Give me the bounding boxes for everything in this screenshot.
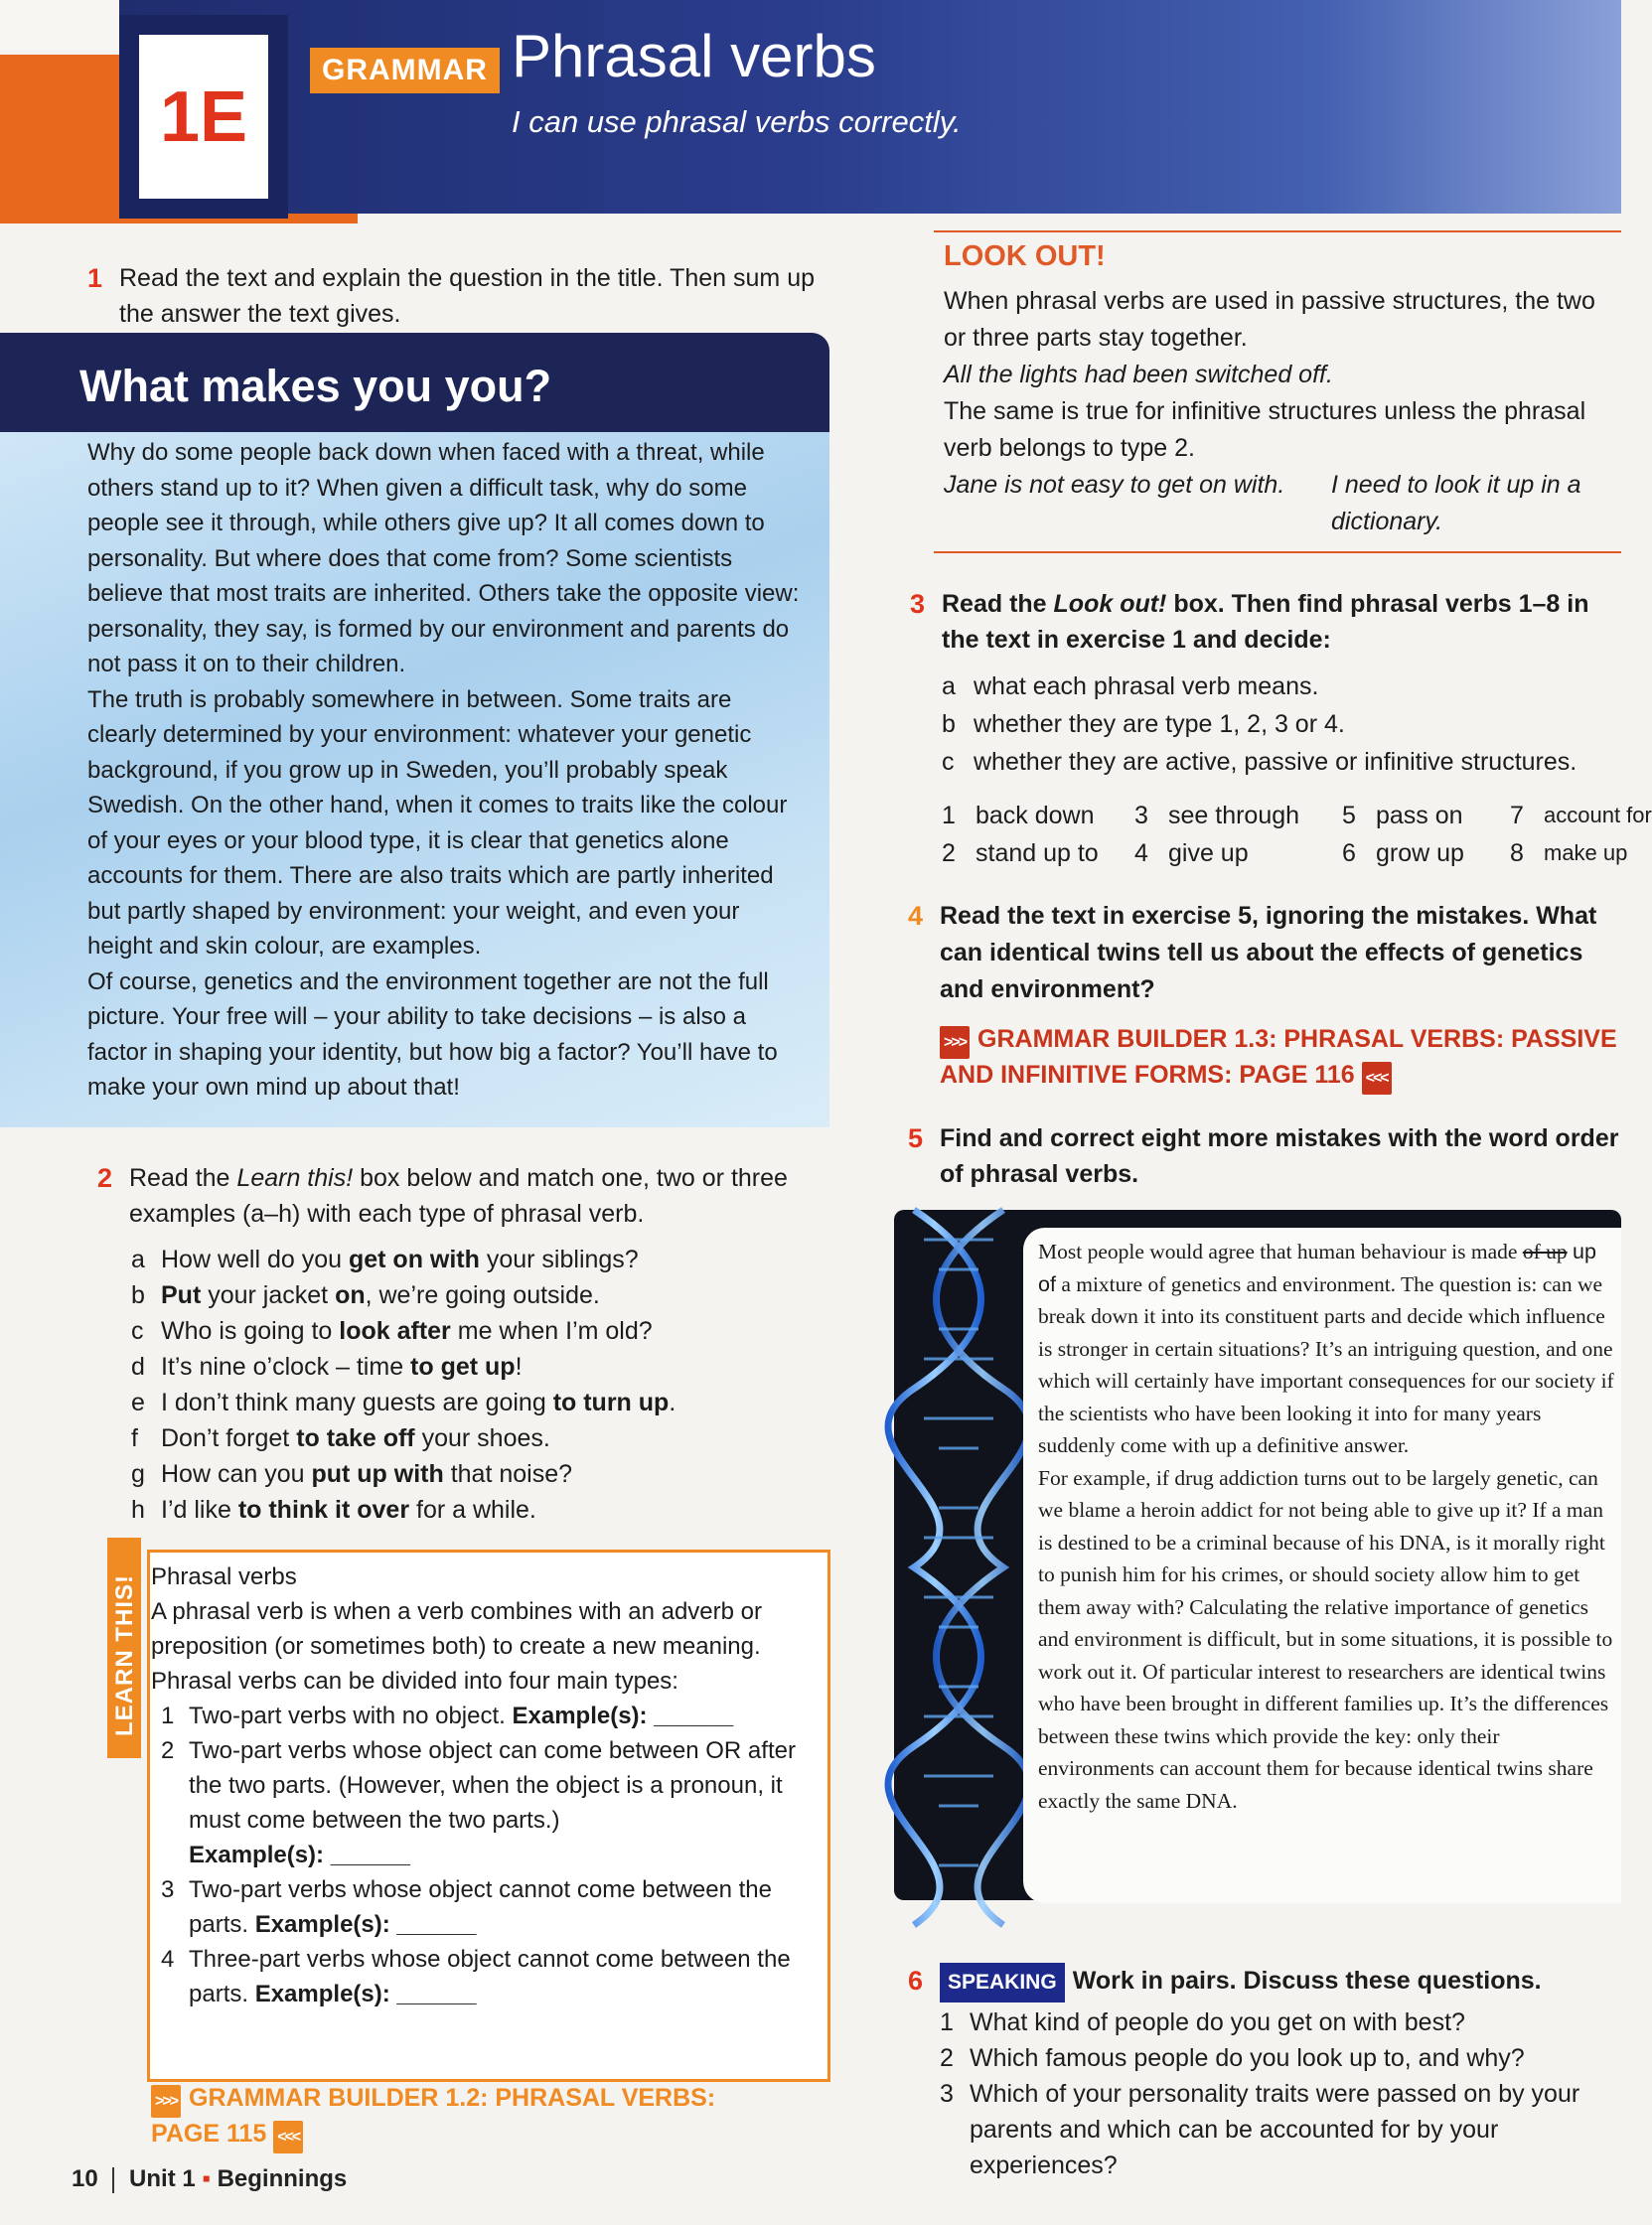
example-item: h I’d like to think it over for a while. (131, 1496, 536, 1524)
example-item: e I don’t think many guests are going to turn up. (131, 1389, 676, 1416)
verb: make up (1544, 840, 1628, 865)
lookout-text: The same is true for infinitive structures unless the phrasal verb belongs to type 2. (944, 397, 1586, 462)
exercise-instruction: Read the text in exercise 5, ignoring the mistakes. What can identical twins tell us about the effects of genetics and environment? (940, 902, 1597, 1003)
grammar-builder-link[interactable] (940, 1023, 1617, 1095)
chevron-right-icon: >>> (940, 1026, 970, 1059)
instruction-text: Read the (129, 1164, 237, 1192)
phrasal-type: 4 Three-part verbs whose object cannot come between the parts. Example(s): ______ (161, 1946, 791, 2007)
exercise-5 (908, 1120, 1621, 1192)
reading-text (87, 435, 803, 1106)
verb: grow up (1376, 839, 1464, 867)
reading-paragraph: The truth is probably somewhere in between. Some traits are clearly determined by your environment: whatever your genetic background, if you grow up in Sweden, you’ll probably speak Swedish. On the other hand, when it comes to traits like the colour of your eyes or your blood type, it is clear that genetics alone accounts for them. There are also traits which are partly inherited but partly shaped by environment: your weight, and even your height and skin colour, are examples. (87, 685, 788, 960)
page-title: Phrasal verbs (512, 23, 876, 89)
link-text: PAGE 115 (151, 2120, 267, 2148)
reading-paragraph: Of course, genetics and the environment together are not the full picture. Your free will – your ability to take decisions – is also a factor in shaping your identity, but how big a factor? You’ll have to make your own mind up about that! (87, 967, 778, 1101)
learn-this-intro: A phrasal verb is when a verb combines with an adverb or preposition (or sometimes both) to create a new meaning. Phrasal verbs can be divided into four main types: (151, 1598, 762, 1695)
exercise-number: 1 (87, 263, 103, 293)
exercise-number: 4 (908, 901, 924, 931)
section-tag: GRAMMAR (310, 48, 500, 93)
verb: stand up to (976, 839, 1099, 867)
exercise-number: 6 (908, 1966, 924, 1996)
question-item: 2 Which famous people do you look up to, and why? (940, 2044, 1525, 2072)
page-footer (72, 2165, 347, 2193)
instruction-text: box below and match one, two or three examples (a–h) with each type of phrasal verb. (129, 1164, 788, 1228)
example-list (131, 1242, 826, 1528)
chevron-right-icon: >>> (151, 2085, 181, 2118)
chevron-left-icon: <<< (1362, 1062, 1392, 1095)
example-item: d It’s nine o’clock – time to get up! (131, 1353, 523, 1381)
learn-this-content (151, 1559, 812, 2011)
example-item: f Don’t forget to take off your shoes. (131, 1424, 550, 1452)
lookout-example: Jane is not easy to get on with. (944, 471, 1285, 499)
learn-this-tab (107, 1538, 141, 1758)
exercise-instruction: Read the text and explain the question in the title. Then sum up the answer the text gives. (119, 264, 815, 328)
bullet-icon: ▪ (202, 2165, 211, 2192)
struck-text: of up (1522, 1240, 1568, 1263)
exercise-instruction (129, 1164, 788, 1228)
example-item: c Who is going to look after me when I’m old? (131, 1317, 653, 1345)
instruction-italic: Learn this! (236, 1164, 354, 1192)
verb: pass on (1376, 802, 1463, 829)
twins-paragraph: For example, if drug addiction turns out to be largely genetic, can we blame a heroin addict for not being able to give up it? If a man is destined to be a criminal because of his DNA, is it morally right to punish him for his crimes, or should society allow him to get them away with? Calculating the relative importance of genetics and environment is difficult, but in some situations, it is possible to work out it. Of particular interest to researchers are identical twins who have been brought in different families up. It’s the differences between these twins which provide the key: only their environments can account them for because identical twins share exactly the same DNA. (1038, 1465, 1613, 1813)
twins-paragraph: Most people would agree that human behaviour is made of up up of a mixture of genetics and environment. The question is: can we break down it into its constituent parts and decide which influence is stronger in certain situations? It’s an intriguing question, and one which will certainly have important consequences for our society if the scientists who have been looking it into for many years suddenly come with up a definitive answer. (1038, 1240, 1614, 1457)
footer-divider (112, 2167, 114, 2193)
lookout-text: When phrasal verbs are used in passive structures, the two or three parts stay together. (944, 287, 1595, 352)
exercise-number: 5 (908, 1123, 924, 1153)
exercise-instruction: Find and correct eight more mistakes with the word order of phrasal verbs. (940, 1124, 1619, 1188)
chevron-left-icon: <<< (273, 2121, 303, 2153)
verb: back down (976, 802, 1095, 829)
lookout-content (944, 283, 1621, 540)
exercise-1 (87, 260, 834, 332)
reading-title: What makes you you? (79, 361, 552, 411)
twins-text (1038, 1236, 1614, 1817)
link-text: GRAMMAR BUILDER 1.2: PHRASAL VERBS: (189, 2084, 716, 2112)
lookout-rule (934, 230, 1621, 232)
page-number: 10 (72, 2165, 98, 2192)
example-item: a How well do you get on with your siblings? (131, 1246, 639, 1273)
question-item: 1 What kind of people do you get on with best? (940, 2008, 1465, 2036)
lookout-example: I need to look it up in a dictionary. (1331, 471, 1581, 535)
verb: give up (1168, 839, 1249, 867)
decide-item: b whether they are type 1, 2, 3 or 4. (942, 710, 1345, 738)
instruction-text: Read the (942, 590, 1054, 618)
phrasal-type: 1 Two-part verbs with no object. Example(s): ______ (161, 1703, 734, 1729)
reading-title-bar (0, 333, 829, 432)
unit-section: Beginnings (217, 2165, 348, 2192)
example-item: g How can you put up with that noise? (131, 1460, 573, 1488)
question-item: 3 Which of your personality traits were passed on by your parents and which can be accounted for by your experiences? (940, 2080, 1580, 2179)
exercise-2 (97, 1160, 825, 1232)
page-subtitle: I can use phrasal verbs correctly. (512, 104, 962, 139)
instruction-text: box. Then find phrasal verbs 1–8 in the text in exercise 1 and decide: (942, 590, 1589, 654)
phrasal-type: 3 Two-part verbs whose object cannot come between the parts. Example(s): ______ (161, 1876, 772, 1938)
decide-list (942, 668, 1621, 781)
example-item: b Put your jacket on, we’re going outside. (131, 1281, 600, 1309)
unit-code: 1E (139, 35, 268, 199)
decide-item: c whether they are active, passive or infinitive structures. (942, 748, 1577, 776)
link-text: GRAMMAR BUILDER 1.3: PHRASAL VERBS: PASSIVE (977, 1025, 1617, 1053)
phrasal-type: 2 Two-part verbs whose object can come between OR after the two parts. (However, when the object is a pronoun, it must come between the two parts.) Example(s): ______ (161, 1737, 796, 1868)
link-text: AND INFINITIVE FORMS: PAGE 116 (940, 1061, 1355, 1089)
exercise-number: 2 (97, 1163, 113, 1193)
lookout-example: All the lights had been switched off. (944, 361, 1333, 388)
exercise-3 (910, 586, 1621, 658)
reading-paragraph: Why do some people back down when faced with a threat, while others stand up to it? When given a difficult task, why do some people see it through, while others give up? It all comes down to personality. But where does that come from? Some scientists believe that most traits are inherited. Others take the opposite view: personality, they say, is formed by our environment and parents do not pass it on to their children. (87, 439, 800, 677)
instruction-italic: Look out! (1053, 590, 1167, 618)
handwritten-correction: up of (1038, 1240, 1596, 1296)
decide-item: a what each phrasal verb means. (942, 672, 1319, 700)
lookout-title: LOOK OUT! (944, 240, 1106, 272)
exercise-6 (908, 1963, 1621, 2002)
verb: see through (1168, 802, 1300, 829)
exercise-instruction: Work in pairs. Discuss these questions. (1072, 1967, 1542, 1995)
speaking-tag: SPEAKING (940, 1963, 1065, 2002)
verb: account for (1544, 803, 1652, 827)
unit-name: Unit 1 (129, 2165, 196, 2192)
grammar-builder-link[interactable] (151, 2082, 715, 2153)
dna-helix-icon (894, 1210, 1023, 1900)
learn-this-title: Phrasal verbs (151, 1563, 297, 1590)
lookout-rule (934, 551, 1621, 553)
exercise-number: 3 (910, 589, 926, 619)
learn-this-label: LEARN THIS! (111, 1574, 138, 1736)
phrasal-verb-list: 1 back down 3 see through 5 pass on 7 account for 2 stand up to 4 give up 6 grow up 8 make up (942, 797, 1621, 872)
question-list (940, 2004, 1621, 2183)
exercise-4 (908, 898, 1621, 1008)
